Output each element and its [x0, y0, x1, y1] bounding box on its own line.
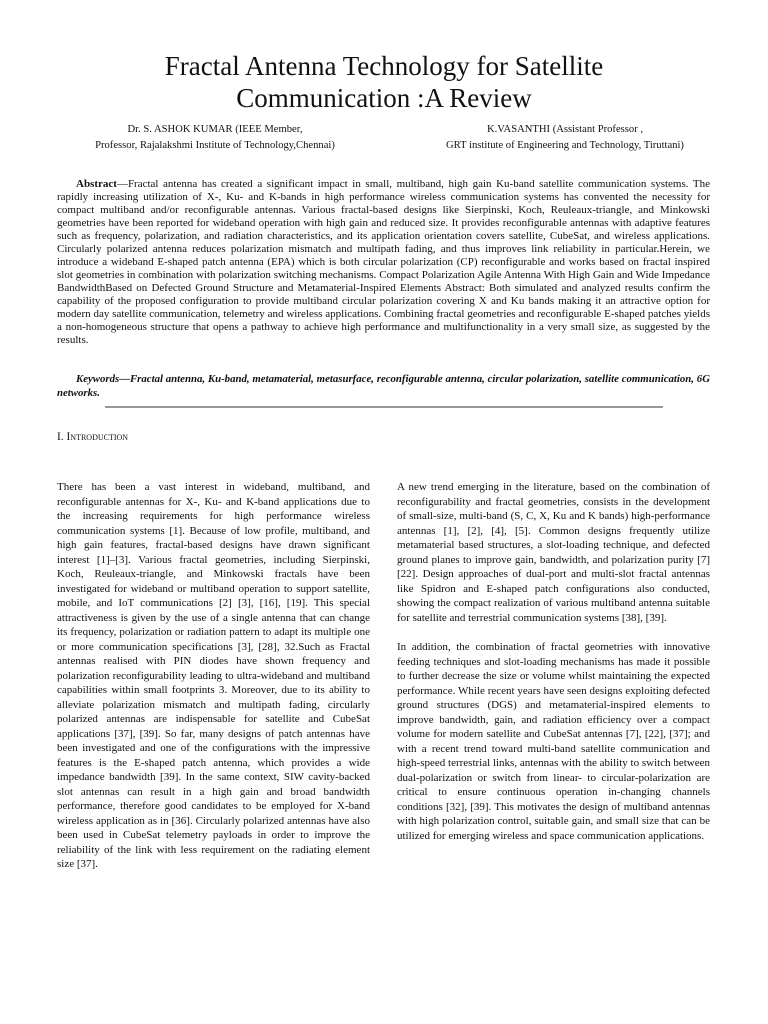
section-title: Introduction: [66, 431, 129, 443]
abstract: [57, 178, 710, 347]
author-block-2: [400, 122, 730, 154]
paper-title: Fractal Antenna Technology for Satellite Communication :A Review: [164, 51, 604, 113]
abstract-label: Abstract: [76, 178, 117, 190]
separator-line: [105, 406, 663, 408]
section-heading-introduction: [57, 430, 128, 444]
abstract-text: —Fractal antenna has created a significant impact in small, multiband, high gain Ku-band satellite communication systems. The rapidly increasing utilization of X-, Ku- and K-bands in high performance wireless communication systems has convented the necessity for compact multiband and/or reconfigurable antennas. Various fractal-based designs like Sierpinski, Koch, Reuleaux-triangle, and Minkowski geometries have been reported for wideband operation with high gain and reduced size. It provides reconfigurable antennas with adaptive features such as frequency, polarization, and radiation characteristics, and its application orientation covers satellite, CubeSat, and wireless applications. Circularly polarized antenna reduces polarization mismatch and multipath fading, and thus improves link reliability in particular.Herein, we introduce a wideband E-shaped patch antenna (EPA) which is both circular polarization (CP) reconfigurable and works based on fractal inspired slot geometries in combination with polarization switching mechanisms. Compact Polarization Agile Antenna With High Gain and Wide Impedance BandwidthBased on Defected Ground Structure and Metamaterial-Inspired Elements Abstract: Both simulated and analyzed results confirm the capability of the proposed configuration to provide multiband circular polarization covering X and Ku bands making it an attractive option for modern day satellite communication, telemetry and wireless applications. Combining fractal geometries and reconfigurable E-shaped patches yields a non-homogeneous structure that opens a pathway to achieve high performance and multifunctionality in a very small size, as suggested by the results.: [57, 178, 710, 346]
section-number: I.: [57, 431, 67, 443]
author-2-affiliation: GRT institute of Engineering and Technology, Tiruttani): [446, 140, 684, 151]
author-1-name: Dr. S. ASHOK KUMAR (IEEE Member,: [127, 124, 303, 135]
author-block-1: [50, 122, 380, 154]
author-1-affiliation: Professor, Rajalakshmi Institute of Technology,Chennai): [95, 140, 335, 151]
intro-right-paragraph-2: In addition, the combination of fractal geometries with innovative feeding techniques and slot-loading mechanisms has made it possible to further decrease the size or volume whilst maintaining the expected performance. While recent years have seen designs exploiting defected ground structures (DGS) and metamaterial-inspired elements to improve bandwidth, gain, and radiation efficiency over a compact volume for modern satellite and CubeSat antennas [7], [22], [37]; and with a recent trend toward multi-band satellite communication and high-speed terrestrial links, antennas with the ability to switch between dual-polarization or switch from linear- to circular-polarization are critical to ensure continuous operation in-changing channels conditions [32], [39]. This motivates the design of multiband antennas with high polarization control, suitable gain, and small size that can be utilized for emerging wireless and space communication applications.: [397, 641, 710, 842]
author-2-name: K.VASANTHI (Assistant Professor ,: [486, 124, 644, 135]
keywords: Keywords—Fractal antenna, Ku-band, metamaterial, metasurface, reconfigurable antenna, circular polarization, satellite communication, 6G networks.: [57, 373, 710, 399]
intro-left-column: There has been a vast interest in wideband, multiband, and reconfigurable antennas for X-, Ku- and K-band applications due to the increasing requirements for high performance wireless communication systems [1]. Because of low profile, multiband, and high gain features, fractal-based designs have drawn significant interest [1]–[3]. Various fractal geometries, including Sierpinski, Koch, Reuleaux-triangle, and Minkowski fractals have been investigated for wideband or multiband operation to support satellite, mobile, and IoT communications [2] [3], [16], [19]. This special attractiveness is given by the use of a single antenna that can change its frequency, polarization or radiation pattern to adapt its multiple one or more communication specifications [3], [28], 32.Such as Fractal antennas realised with PIN diodes have shown frequency and polarization reconfigurability leading to ultra-wideband and multiband capabilities within small footprints 3. Moreover, due to its ability to alleviate polarization mismatch and multipath fading, circularly polarized antennas are indispensable for satellite and CubeSat applications [37], [39]. So far, many designs of patch antennas have been investigated and one of the configurations with the impressive features is the E-shaped patch antenna, which provides a wide impedance bandwidth [39]. In the same context, SIW cavity-backed slot antennas can result in a high gain and broad bandwidth performance, therefore good candidates to be employed for X-band wireless application as in [36]. Circularly polarized antennas have also been used in CubeSat telemetry payloads in order to improve the reliability of the link with less requirement on the radiating element size [37].: [57, 481, 370, 870]
intro-right-column: [397, 480, 710, 843]
intro-right-paragraph-1: A new trend emerging in the literature, based on the combination of reconfigurability and fractal geometries, consists in the development of small-size, multi-band (S, C, X, Ku and K bands) high-performance antennas [1], [2], [4], [5]. Common designs frequently utilize metamaterial based structures, a slot-loading technique, and defected ground planes to improve gain, bandwidth, and polarization purity [7] [22]. Design approaches of dual-port and multi-slot fractal antennas like Spidron and E-shaped patch configurations also conducted, showing the compact realization of various multiband antenna suitable for satellite and terrestrial communication systems [38], [39].: [397, 481, 710, 624]
